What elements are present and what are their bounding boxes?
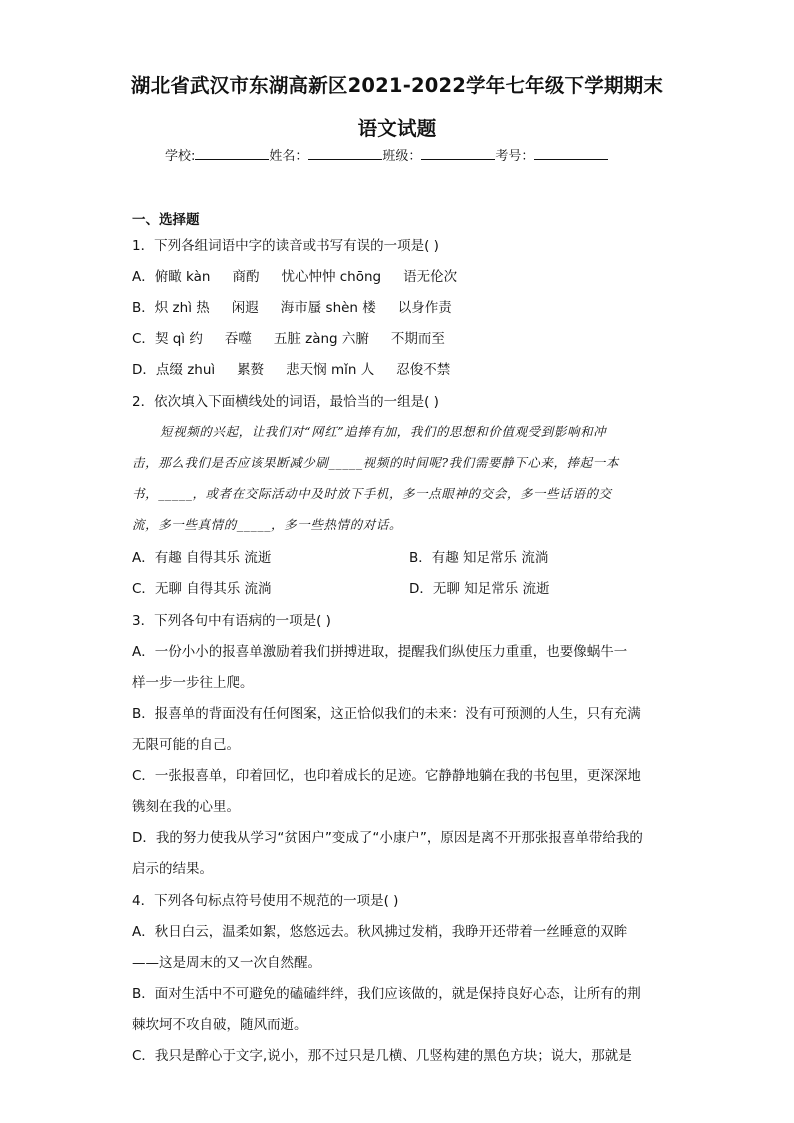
- option-item: 俯瞰 kàn: [154, 269, 211, 285]
- option-item: 累赘: [237, 362, 265, 378]
- option-label: C．: [132, 331, 155, 347]
- q3-option-a-cont: 样一步一步往上爬。: [132, 675, 254, 691]
- q3-option-a: A．一份小小的报喜单激励着我们拼搏进取，提醒我们纵使压力重重，也要像蜗牛一: [132, 644, 628, 660]
- option-item: 海市蜃 shèn 楼: [280, 300, 376, 316]
- option-text: 有趣 自得其乐 流逝: [154, 550, 272, 566]
- option-label: C．: [132, 581, 155, 597]
- option-item: 以身作责: [397, 300, 452, 316]
- question-2-stem: 2．依次填入下面横线处的词语，最恰当的一组是( ): [132, 394, 439, 410]
- q1-option-b: [132, 296, 452, 316]
- option-item: 炽 zhì 热: [154, 300, 210, 316]
- exam-title-line1: 湖北省武汉市东湖高新区2021-2022学年七年级下学期期末: [130, 74, 664, 97]
- q4-option-b: B．面对生活中不可避免的磕磕绊绊，我们应该做的，就是保持良好心态，让所有的荆: [132, 986, 641, 1002]
- name-label: 姓名：: [269, 149, 309, 164]
- q4-option-c: C．我只是醉心于文字,说小，那不过只是几横、几竖构建的黑色方块；说大，那就是: [132, 1048, 632, 1064]
- q4-option-a-cont: ——这是周末的又一次自然醒。: [132, 955, 321, 971]
- option-item: 不期而至: [390, 331, 445, 347]
- q1-option-d: [132, 358, 450, 378]
- passage-line: 短视频的兴起，让我们对“网红”追捧有加，我们的思想和价值观受到影响和冲: [160, 424, 607, 439]
- question-4-stem: 4．下列各句标点符号使用不规范的一项是( ): [132, 893, 399, 909]
- option-label: D．: [132, 362, 156, 378]
- question-3-stem: 3．下列各句中有语病的一项是( ): [132, 613, 331, 629]
- q3-option-d: D．我的努力使我从学习“贫困户”变成了“小康户”，原因是离不开那张报喜单带给我的: [132, 830, 643, 846]
- q1-option-c: [132, 327, 445, 347]
- option-item: 闲遐: [231, 300, 259, 316]
- q3-option-b-cont: 无限可能的自己。: [132, 737, 240, 753]
- exam-no-label: 考号：: [495, 149, 535, 164]
- option-text: 无聊 知足常乐 流逝: [432, 581, 550, 597]
- exam-no-blank[interactable]: [534, 147, 608, 160]
- option-label: D．: [409, 581, 433, 597]
- option-item: 商酌: [232, 269, 260, 285]
- option-text: 有趣 知足常乐 流淌: [431, 550, 549, 566]
- option-text: 无聊 自得其乐 流淌: [154, 581, 272, 597]
- q2-option-b: [409, 546, 548, 566]
- passage-line: 流，多一些真情的_____，多一些热情的对话。: [132, 517, 403, 532]
- option-item: 忍俊不禁: [396, 362, 451, 378]
- option-item: 悲天悯 mǐn 人: [286, 362, 375, 378]
- school-blank[interactable]: [195, 147, 269, 160]
- q3-option-c-cont: 镌刻在我的心里。: [132, 799, 240, 815]
- q3-option-d-cont: 启示的结果。: [132, 861, 213, 877]
- q2-option-d: [409, 577, 550, 597]
- q3-option-b: B．报喜单的背面没有任何图案，这正恰似我们的未来：没有可预测的人生，只有充满: [132, 706, 641, 722]
- section-heading: 一、选择题: [132, 212, 200, 228]
- passage-line: 书，_____，或者在交际活动中及时放下手机，多一点眼神的交会，多一些话语的交: [132, 486, 612, 501]
- option-item: 忧心忡忡 chōng: [281, 269, 382, 285]
- passage-line: 击，那么我们是否应该果断减少刷_____视频的时间呢?我们需要静下心来，捧起一本: [132, 455, 619, 470]
- class-blank[interactable]: [421, 147, 495, 160]
- option-label: B．: [409, 550, 432, 566]
- name-blank[interactable]: [308, 147, 382, 160]
- school-label: 学校:: [165, 149, 196, 164]
- q2-option-a: [132, 546, 271, 566]
- student-info-fields: [165, 145, 608, 164]
- q3-option-c: C．一张报喜单，印着回忆，也印着成长的足迹。它静静地躺在我的书包里，更深深地: [132, 768, 641, 784]
- q2-option-c: [132, 577, 272, 597]
- option-item: 吞噬: [224, 331, 252, 347]
- class-label: 班级：: [382, 149, 422, 164]
- option-item: 契 qì 约: [154, 331, 203, 347]
- option-item: 语无伦次: [403, 269, 458, 285]
- option-item: 五脏 zàng 六腑: [273, 331, 369, 347]
- question-1-stem: 1．下列各组词语中字的读音或书写有误的一项是( ): [132, 238, 439, 254]
- q4-option-a: A．秋日白云，温柔如絮，悠悠远去。秋风拂过发梢，我睁开还带着一丝睡意的双眸: [132, 924, 628, 940]
- q4-option-b-cont: 棘坎坷不攻自破，随风而逝。: [132, 1017, 308, 1033]
- option-item: 点缀 zhuì: [155, 362, 216, 378]
- option-label: B．: [132, 300, 155, 316]
- q1-option-a: [132, 265, 457, 285]
- exam-title-line2: 语文试题: [357, 117, 437, 140]
- option-label: A．: [132, 269, 155, 285]
- option-label: A．: [132, 550, 155, 566]
